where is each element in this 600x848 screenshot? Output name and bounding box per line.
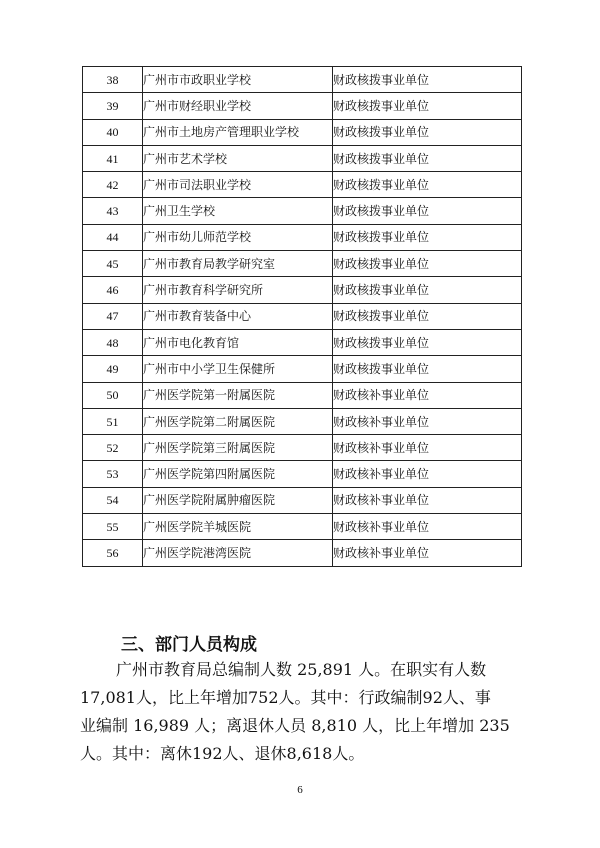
unit-type: 财政核拨事业单位 <box>333 277 522 303</box>
unit-type: 财政核拨事业单位 <box>333 119 522 145</box>
unit-name: 广州医学院羊城医院 <box>143 514 333 540</box>
unit-type: 财政核补事业单位 <box>333 540 522 566</box>
row-number: 38 <box>83 67 143 93</box>
unit-type: 财政核补事业单位 <box>333 382 522 408</box>
row-number: 41 <box>83 145 143 171</box>
table-row <box>83 356 522 382</box>
paragraph-line: 广州市教育局总编制人数 25,891 人。在职实有人数 <box>116 660 487 679</box>
unit-name: 广州医学院第四附属医院 <box>143 461 333 487</box>
unit-type: 财政核拨事业单位 <box>333 93 522 119</box>
table-row <box>83 145 522 171</box>
table-row <box>83 198 522 224</box>
row-number: 50 <box>83 382 143 408</box>
unit-type: 财政核拨事业单位 <box>333 172 522 198</box>
unit-name: 广州市土地房产管理职业学校 <box>143 119 333 145</box>
table-row <box>83 435 522 461</box>
unit-type: 财政核补事业单位 <box>333 435 522 461</box>
row-number: 47 <box>83 303 143 329</box>
row-number: 45 <box>83 251 143 277</box>
unit-name: 广州市电化教育馆 <box>143 329 333 355</box>
row-number: 44 <box>83 224 143 250</box>
table-row <box>83 67 522 93</box>
unit-name: 广州市财经职业学校 <box>143 93 333 119</box>
table-row <box>83 329 522 355</box>
table-row <box>83 251 522 277</box>
unit-name: 广州医学院第二附属医院 <box>143 408 333 434</box>
paragraph-line: 人。其中：离休192人、退休8,618人。 <box>80 744 365 763</box>
unit-name: 广州市司法职业学校 <box>143 172 333 198</box>
unit-name: 广州医学院第一附属医院 <box>143 382 333 408</box>
unit-name: 广州市幼儿师范学校 <box>143 224 333 250</box>
unit-type: 财政核拨事业单位 <box>333 329 522 355</box>
table-row <box>83 408 522 434</box>
unit-type: 财政核补事业单位 <box>333 408 522 434</box>
row-number: 40 <box>83 119 143 145</box>
page-number: 6 <box>297 784 303 796</box>
unit-name: 广州市艺术学校 <box>143 145 333 171</box>
row-number: 51 <box>83 408 143 434</box>
unit-type: 财政核补事业单位 <box>333 461 522 487</box>
unit-name: 广州医学院附属肿瘤医院 <box>143 487 333 513</box>
unit-name: 广州市市政职业学校 <box>143 67 333 93</box>
table-row <box>83 119 522 145</box>
unit-name: 广州医学院港湾医院 <box>143 540 333 566</box>
unit-table <box>82 66 522 567</box>
unit-type: 财政核拨事业单位 <box>333 145 522 171</box>
table-row <box>83 514 522 540</box>
paragraph-line: 业编制 16,989 人；离退休人员 8,810 人，比上年增加 235 <box>80 716 510 735</box>
table-row <box>83 487 522 513</box>
section-paragraph <box>80 656 520 768</box>
table-row <box>83 224 522 250</box>
table-row <box>83 93 522 119</box>
row-number: 48 <box>83 329 143 355</box>
table-row <box>83 540 522 566</box>
table-row <box>83 461 522 487</box>
unit-name: 广州卫生学校 <box>143 198 333 224</box>
row-number: 49 <box>83 356 143 382</box>
unit-name: 广州市中小学卫生保健所 <box>143 356 333 382</box>
unit-name: 广州医学院第三附属医院 <box>143 435 333 461</box>
table-row <box>83 303 522 329</box>
row-number: 53 <box>83 461 143 487</box>
unit-type: 财政核拨事业单位 <box>333 198 522 224</box>
row-number: 43 <box>83 198 143 224</box>
unit-type: 财政核拨事业单位 <box>333 67 522 93</box>
table-row <box>83 277 522 303</box>
table-row <box>83 172 522 198</box>
section-heading: 三、部门人员构成 <box>121 635 257 655</box>
row-number: 56 <box>83 540 143 566</box>
row-number: 46 <box>83 277 143 303</box>
unit-type: 财政核拨事业单位 <box>333 224 522 250</box>
unit-name: 广州市教育科学研究所 <box>143 277 333 303</box>
table-row <box>83 382 522 408</box>
row-number: 42 <box>83 172 143 198</box>
unit-type: 财政核拨事业单位 <box>333 303 522 329</box>
unit-type: 财政核补事业单位 <box>333 514 522 540</box>
unit-type: 财政核拨事业单位 <box>333 251 522 277</box>
row-number: 39 <box>83 93 143 119</box>
row-number: 55 <box>83 514 143 540</box>
unit-type: 财政核拨事业单位 <box>333 356 522 382</box>
unit-name: 广州市教育装备中心 <box>143 303 333 329</box>
paragraph-line: 17,081人，比上年增加752人。其中：行政编制92人、事 <box>80 688 491 707</box>
row-number: 54 <box>83 487 143 513</box>
unit-table-body <box>83 67 522 567</box>
row-number: 52 <box>83 435 143 461</box>
unit-type: 财政核补事业单位 <box>333 487 522 513</box>
unit-name: 广州市教育局教学研究室 <box>143 251 333 277</box>
